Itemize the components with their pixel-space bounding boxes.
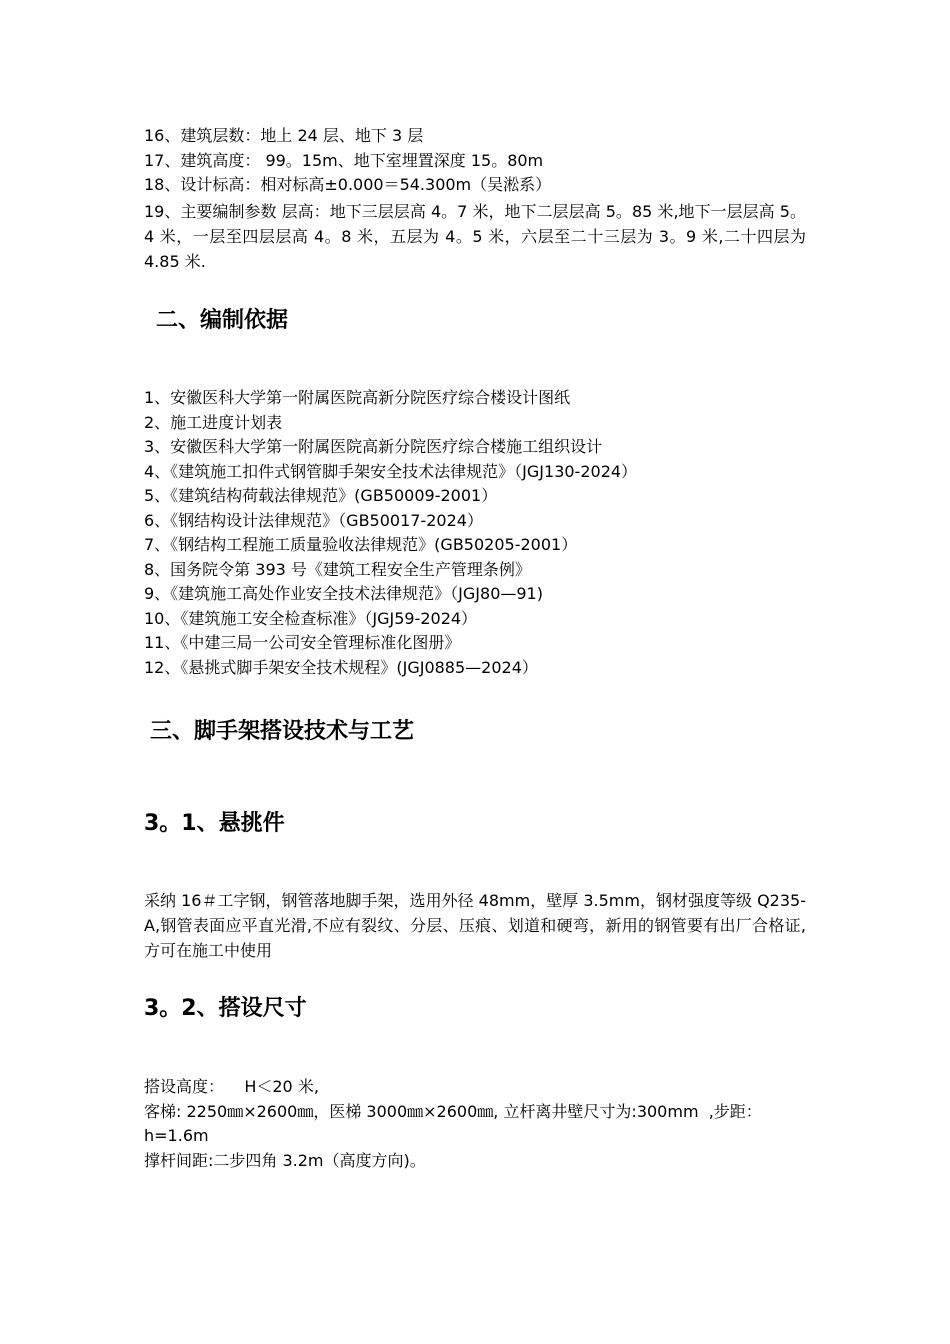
dimensions-line: 搭设高度： H＜20 米, [144, 1077, 319, 1096]
overview-item-19: 19、主要编制参数 层高：地下三层层高 4。7 米，地下二层层高 5。85 米,地下一层层高 5。4 米，一层至四层层高 4。8 米，五层为 4。5 米，六层至二十三层为 3。9 米,二十四层为 4.85 米. [144, 201, 806, 271]
dimensions-list [144, 1075, 824, 1173]
dimensions-line: 撑杆间距:二步四角 3.2m（高度方向)。 [144, 1150, 426, 1170]
overview-item: 17、建筑高度： 99。15m、地下室埋置深度 15。80m [144, 150, 544, 170]
basis-item: 6、《钢结构设计法律规范》（GB50017-2024） [144, 510, 483, 530]
basis-item: 5、《建筑结构荷载法律规范》(GB50009-2001） [144, 486, 498, 505]
basis-item: 10、《建筑施工安全检查标准》（JGJ59-2024） [144, 608, 478, 628]
section-heading-basis: 二、编制依据 [156, 308, 289, 333]
overview-item: 18、设计标高：相对标高±0.000＝54.300m（吴淞系） [144, 175, 552, 194]
subsection-heading-cantilever: 3。1、悬挑件 [144, 811, 285, 836]
basis-item: 9、《建筑施工高处作业安全技术法律规范》（JGJ80—91) [144, 584, 543, 603]
basis-item: 8、国务院令第 393 号《建筑工程安全生产管理条例》 [144, 559, 531, 579]
basis-list [144, 386, 806, 680]
basis-item: 12、《悬挑式脚手架安全技术规程》(JGJ0885—2024） [144, 657, 538, 677]
basis-item: 7、《钢结构工程施工质量验收法律规范》(GB50205-2001） [144, 535, 578, 554]
overview-list [144, 124, 806, 274]
dimensions-line: h=1.6m [144, 1126, 209, 1145]
basis-item: 4、《建筑施工扣件式钢管脚手架安全技术法律规范》（JGJ130-2024） [144, 461, 638, 481]
overview-item: 16、建筑层数：地上 24 层、地下 3 层 [144, 126, 424, 145]
basis-item: 3、安徽医科大学第一附属医院高新分院医疗综合楼施工组织设计 [144, 437, 603, 456]
basis-item: 1、安徽医科大学第一附属医院高新分院医疗综合楼设计图纸 [144, 388, 571, 407]
basis-item: 11、《中建三局一公司安全管理标准化图册》 [144, 633, 461, 652]
cantilever-paragraph: 采纳 16＃工字钢，钢管落地脚手架，选用外径 48mm，壁厚 3.5mm，钢材强度等级 Q235-A,钢管表面应平直光滑,不应有裂纹、分层、压痕、划道和硬弯，新用的钢管要有出厂合格证,方可在施工中使用 [144, 891, 806, 960]
basis-item: 2、施工进度计划表 [144, 412, 283, 432]
section-heading-scaffold: 三、脚手架搭设技术与工艺 [150, 719, 415, 744]
subsection-heading-dimensions: 3。2、搭设尺寸 [144, 996, 307, 1021]
dimensions-line: 客梯: 2250㎜×2600㎜，医梯 3000㎜×2600㎜, 立杆离井壁尺寸为:300mm ,步距： [144, 1101, 762, 1121]
